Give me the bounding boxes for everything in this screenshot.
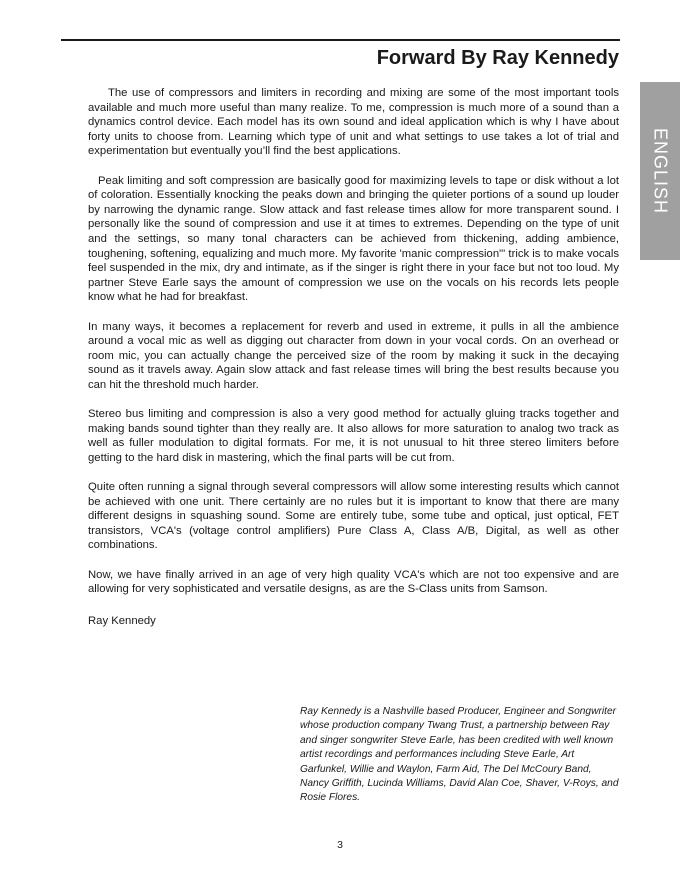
paragraph: In many ways, it becomes a replacement for reverb and used in extreme, it pulls in all the ambience around a vocal mic as well as digging out character from down in your vocal cords. On an overhead or room mic, you can actually change the perceived size of the room by making it suck in the decaying sound as it travels away. Again slow attack and fast release times will bring the best results because you can hit the threshold much harder. [88, 320, 619, 391]
article-body [88, 86, 619, 611]
header-rule [61, 39, 620, 41]
page-number: 3 [337, 839, 343, 851]
author-bio: Ray Kennedy is a Nashville based Producer, Engineer and Songwriter whose production company Twang Trust, a partnership between Ray and singer songwriter Steve Earle, has been credited with well known artist recordings and performances including Steve Earle, Art Garfunkel, Willie and Waylon, Farm Aid, The Del McCoury Band, Nancy Griffith, Lucinda Williams, David Alan Coe, Shaver, V-Roys, and Rosie Flores. [300, 706, 619, 804]
paragraph: Peak limiting and soft compression are basically good for maximizing levels to tape or disk without a lot of coloration. Essentially knocking the peaks down and bringing the quieter portions of a sound up louder by narrowing the dynamic range. Slow attack and fast release times allow for more transparent sound. I personally like the sound of compression and use it at times to extremes. Depending on the type of unit and the settings, so many tonal characters can be achieved from thickening, adding ambience, toughening, softening, equalizing and much more. My favorite 'manic compression"' trick is to make vocals feel suspended in the mix, dry and intimate, as if the singer is right there in your face but not too loud. My partner Steve Earle says the amount of compression we use on the vocals on his records lets people know what he had for breakfast. [88, 174, 619, 304]
paragraph: Quite often running a signal through several compressors will allow some interesting results which cannot be achieved with one unit. There certainly are no rules but it is important to know that there are many different designs in squashing sound. Some are entirely tube, some tube and optical, just optical, FET transistors, VCA's (voltage control amplifiers) Pure Class A, Class A/B, Digital, as well as other combinations. [88, 481, 619, 552]
paragraph: The use of compressors and limiters in recording and mixing are some of the most important tools available and much more useful than many realize. To me, compression is much more of a sound than a dynamics control device. Each model has its own sound and ideal application which is why I have about forty units to choose from. Learning which type of unit and what settings to use takes a lot of trial and experimentation but eventually you’ll find the best applications. [88, 87, 619, 158]
language-tab-label: ENGLISH [650, 127, 671, 215]
paragraph: Stereo bus limiting and compression is also a very good method for actually gluing tracks together and making bands sound tighter than they really are. It also allows for more saturation to analog two track as well as fuller modulation to digital formats. For me, it is not unusual to hit three stereo limiters before getting to the hard disk in mastering, which the final parts will be cut from. [88, 408, 619, 464]
page-title: Forward By Ray Kennedy [376, 47, 619, 69]
paragraph: Now, we have finally arrived in an age of very high quality VCA's which are not too expensive and are allowing for very sophisticated and versatile designs, as are the S-Class units from Samson. [88, 568, 619, 596]
author-signature: Ray Kennedy [88, 615, 156, 627]
language-tab [640, 82, 680, 260]
